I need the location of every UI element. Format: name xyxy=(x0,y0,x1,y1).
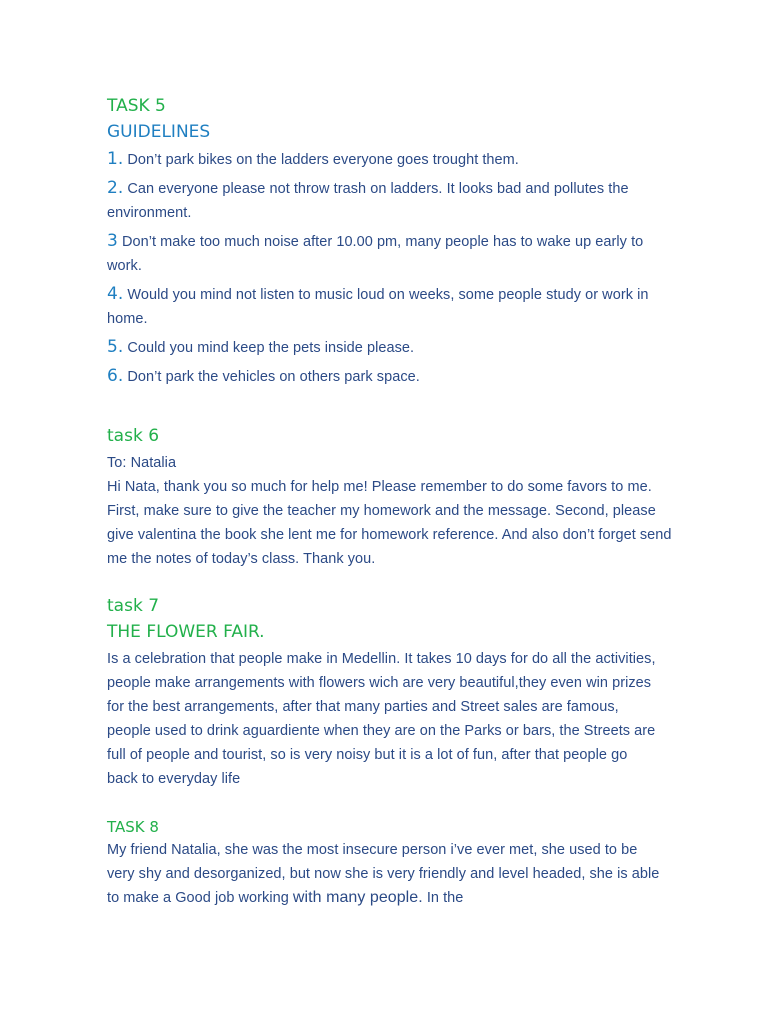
task6-note xyxy=(107,451,677,571)
guideline-number: 3 xyxy=(107,231,118,251)
task8-title: TASK 8 xyxy=(107,818,159,836)
guideline-text: Don’t park the vehicles on others park space. xyxy=(123,369,420,385)
task8-body-emphasis: with many people. xyxy=(292,889,423,906)
guideline-item-4 xyxy=(107,282,667,331)
guideline-item-3 xyxy=(107,229,667,278)
guideline-number: 1. xyxy=(107,149,124,169)
guideline-number: 4. xyxy=(107,284,124,304)
guideline-text: Could you mind keep the pets inside please. xyxy=(123,340,415,356)
guideline-text: Would you mind not listen to music loud on weeks, some people study or work in home. xyxy=(107,287,649,327)
task5-title: TASK 5 xyxy=(107,96,166,116)
task8-body xyxy=(107,838,667,910)
guideline-text: Don’t park bikes on the ladders everyone goes trought them. xyxy=(123,152,519,168)
task7-body: Is a celebration that people make in Medellin. It takes 10 days for do all the activities, people make arrangements with flowers wich are very beautiful,they even win prizes for the best arrangements, after that many parties and Street sales are famous, people used to drink aguardiente when they are on the Parks or bars, the Streets are full of people and tourist, so is very noisy but it is a lot of fun, after that people go back to everyday life xyxy=(107,651,656,787)
note-recipient: To: Natalia xyxy=(107,455,177,471)
guideline-item-6 xyxy=(107,364,667,389)
guidelines-list xyxy=(107,147,667,393)
guideline-number: 5. xyxy=(107,337,124,357)
guideline-item-1 xyxy=(107,147,667,172)
guideline-item-2 xyxy=(107,176,667,225)
task8-body-end: In the xyxy=(422,890,464,906)
guideline-text: Can everyone please not throw trash on ladders. It looks bad and pollutes the environment. xyxy=(107,181,629,221)
guideline-text: Don’t make too much noise after 10.00 pm, many people has to wake up early to work. xyxy=(107,234,644,274)
note-body: Hi Nata, thank you so much for help me! Please remember to do some favors to me. First, make sure to give the teacher my homework and the message. Second, please give valentina the book she lent me for homework reference. And also don’t forget send me the notes of today’s class. Thank you. xyxy=(107,479,672,567)
task7-subtitle: THE FLOWER FAIR. xyxy=(107,622,265,642)
task7-title: task 7 xyxy=(107,596,160,616)
guideline-number: 2. xyxy=(107,178,124,198)
guidelines-heading: GUIDELINES xyxy=(107,122,211,142)
guideline-number: 6. xyxy=(107,366,124,386)
task8-body-start: My friend Natalia, she was the most insecure person i’ve ever met, she used to be very shy and desorganized, but now she is very friendly and level headed, she is able to make a Good job working xyxy=(107,842,660,906)
guideline-item-5 xyxy=(107,335,667,360)
task6-title: task 6 xyxy=(107,426,160,446)
